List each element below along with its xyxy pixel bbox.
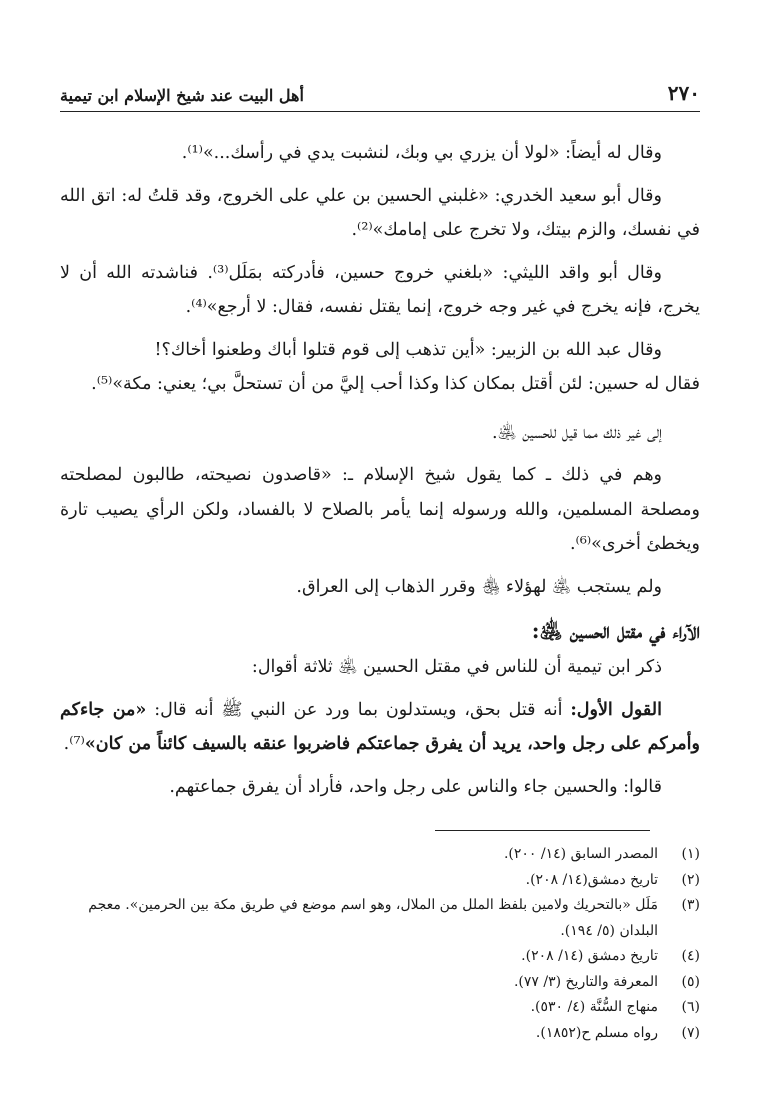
paragraph: وقال أبو واقد الليثي: «بلغني خروج حسين، فأدركته بمَلَل⁽³⁾. فناشدته الله أن لا يخرج، فإنه يخرج في غير وجه خروج، إنما يقتل نفسه، فقال: لا أرجع»⁽⁴⁾. (60, 262, 700, 317)
footnotes (60, 842, 700, 1046)
footnote-separator (435, 830, 650, 831)
paragraph: وقال عبد الله بن الزبير: «أين تذهب إلى قوم قتلوا أباك وطعنوا أخاك؟! (154, 339, 662, 360)
footnote (60, 944, 700, 970)
footnote (60, 995, 700, 1021)
footnote-number: (١) (681, 846, 700, 862)
footnote-text: المعرفة والتاريخ (٣/ ٧٧). (513, 973, 658, 990)
footnote (60, 1021, 700, 1047)
page-header (60, 78, 700, 112)
footnote-text: المصدر السابق (١٤/ ٢٠٠). (503, 846, 658, 862)
footnote-number: (٤) (681, 948, 700, 964)
footnote (60, 893, 700, 944)
footnote-text: رواه مسلم ح(١٨٥٢). (535, 1024, 658, 1041)
paragraph: فقال له حسين: لئن أقتل بمكان كذا وكذا أحب إليَّ من أن تستحلَّ بي؛ يعني: مكة»⁽⁵⁾. (91, 374, 700, 394)
section-heading: الآراء في مقتل الحسين ﵁: (531, 618, 700, 643)
paragraph: إلى غير ذلك مما قيل للحسين ﵁. (491, 422, 662, 443)
footnote-number: (٣) (681, 897, 700, 913)
paragraph: قالوا: والحسين جاء والناس على رجل واحد، فأراد أن يفرق جماعتهم. (169, 776, 662, 797)
footnote-number: (٦) (681, 999, 700, 1015)
footnote-text: تاريخ دمشق (١٤/ ٢٠٨). (521, 948, 658, 964)
footnote-ref: ⁽⁷⁾. (63, 734, 85, 754)
footnote-text: مَلَل «بالتحريك ولامين بلفظ الملل من الملال، وهو اسم موضع في طريق مكة بين الحرمين». معجم البلدان (٥/ ١٩٤). (88, 897, 658, 939)
footnote (60, 970, 700, 996)
paragraph: وهم في ذلك ـ كما يقول شيخ الإسلام ـ: «قاصدون نصيحته، طالبون لمصلحته ومصلحة المسلمين، والله ورسوله إنما يأمر بالصلاح لا بالفساد، ولكن الرأي يصيب تارة ويخطئ أخرى»⁽⁶⁾. (60, 465, 700, 554)
page-number: ٢٧٠ (667, 81, 700, 105)
running-title: أهل البيت عند شيخ الإسلام ابن تيمية (60, 86, 304, 105)
first-opinion-label: القول الأول: (570, 699, 662, 720)
footnote (60, 868, 700, 894)
hadith-quote: «من جاءكم وأمركم على رجل واحد، يريد أن يفرق جماعتكم فاضربوا عنقه بالسيف كائناً من كان» (60, 699, 700, 754)
footnote-number: (٢) (681, 871, 700, 888)
paragraph-text: أنه قتل بحق، ويستدلون بما ورد عن النبي ﷺ أنه قال: (146, 699, 571, 720)
paragraph (60, 693, 700, 762)
paragraph: وقال أبو سعيد الخدري: «غلبني الحسين بن علي على الخروج، وقد قلتُ له: اتق الله في نفسك، والزم بيتك، ولا تخرج على إمامك»⁽²⁾. (60, 185, 700, 240)
paragraph: ولم يستجب ﵁ لهؤلاء ﵃ وقرر الذهاب إلى العراق. (296, 576, 662, 597)
footnote-text: منهاج السُّنَّة (٤/ ٥٣٠). (530, 999, 658, 1015)
paragraph: ذكر ابن تيمية أن للناس في مقتل الحسين ﵁ ثلاثة أقوال: (251, 657, 662, 677)
footnote (60, 842, 700, 868)
footnote-number: (٥) (681, 973, 700, 990)
paragraph: وقال له أيضاً: «لولا أن يزري بي وبك، لنشبت يدي في رأسك...»⁽¹⁾. (181, 143, 662, 163)
footnote-text: تاريخ دمشق(١٤/ ٢٠٨). (525, 871, 658, 888)
footnote-number: (٧) (681, 1024, 700, 1041)
main-text (60, 136, 700, 804)
